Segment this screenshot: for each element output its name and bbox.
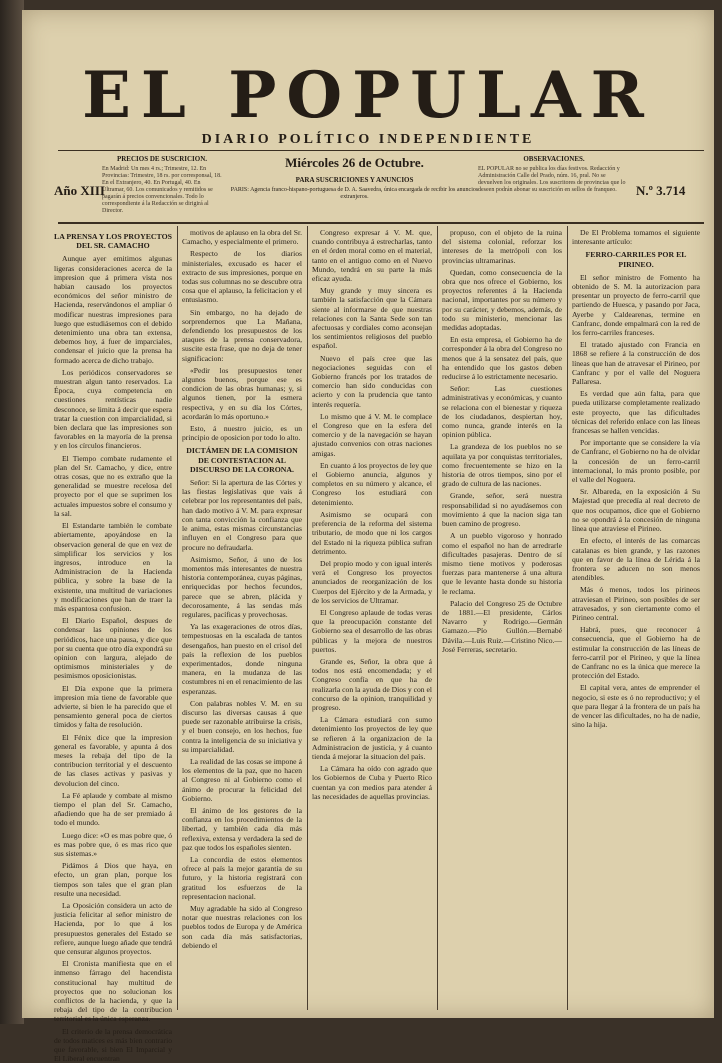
column-4	[442, 228, 562, 1010]
paragraph: La realidad de las cosas se impone á los elementos de la paz, que no hacen al Congreso ni al Gobierno como el ánimo de procurar la felicidad del Gobierno.	[182, 756, 302, 803]
date-box	[217, 155, 492, 201]
paragraph: El Diario Español, despues de condensar las opiniones de los periódicos, hace una pausa, y dice que por su cuenta que otro día expondrá su opinion con largura, alejado de optimismos ministeriales y de pesimismos oposicionistas.	[54, 616, 172, 681]
header-top-rule	[58, 150, 704, 151]
issue-number: N.º 3.714	[636, 183, 686, 198]
newspaper-title: EL POPULAR	[82, 58, 654, 133]
paragraph: El Congreso aplaude de todas veras que la preocupación constante del Gobierno sea el desarrollo de las obras públicas y la mejora de nuestros puertos.	[312, 607, 432, 654]
paragraph: La Fé aplaude y combate al mismo tiempo el plan del Sr. Camacho, añadiendo que ha de ser premiado á todo el mundo.	[54, 790, 172, 828]
paragraph: El ánimo de los gestores de la confianza en los procedimientos de la libertad, y también cada día más reflexiva, extensa y verdadera la sed de paz que todos los españoles sienten.	[182, 805, 302, 852]
paragraph: Quedan, como consecuencia de la obra que nos ofrece el Gobierno, los proyectos referentes á la Hacienda nacional, importantes por su número y por su carácter, y debemos, además, de todo su ministerio, mencionar las medidas adoptadas.	[442, 267, 562, 333]
column-3	[312, 228, 432, 1010]
article-title-railways: FERRO-CARRILES POR EL PIRINEO.	[585, 250, 687, 269]
paragraph: El criterio de la prensa democrática de todos matices es más bien contrario que favorable, si bien El Imparcial y El Liberal encuentran	[54, 1026, 172, 1063]
subscription-prices-box	[102, 156, 222, 222]
paragraph: La concordia de estos elementos ofrece al país la mejor garantía de su futuro, y la historia registrará con gratitud los esfuerzos de la representacion nacional.	[182, 855, 302, 901]
subscription-prices-text: En Madrid: Un mes 4 rs.; Trimestre, 12. En Provincias: Trimestre, 18 rs. por corresponsal, 18. En el Extranjero, 40. En Portugal, 40. En Ultramar, 60. Los comunicados y remitidos se pagarán á precios convencionales. Todo lo correspondiente á la Redacción se dirigirá al Director.	[102, 166, 222, 214]
paragraph: El Estandarte también le combate abiertamente, apoyándose en la observacion general de que en vez de simplificar los servicios y los ingresos, introduce en la Administracion de la Hacienda pública, y sobre la base de la existente, una multitud de variaciones y modificaciones que han de traer la más espantosa confusion.	[54, 521, 172, 613]
observations-box	[478, 156, 630, 222]
ads-text: PARIS: Agencia franco-hispano-portuguesa de D. A. Saavedra, única encargada de recibir los anuncios extranjeros.	[230, 187, 479, 200]
paragraph: La Cámara ha oído con agrado que los Gobiernos de Cuba y Puerto Rico cuentan ya con medios para atender á las necesidades de aquellas provincias.	[312, 764, 432, 801]
paragraph: El Día expone que la primera impresion mía tiene de favorable que advierte, si bien le ha parecido que el pensamiento general poca de ciertos tímidos y falta de resolución.	[54, 683, 172, 730]
article-title-dictamen: DICTÁMEN DE LA COMISION DE CONTESTACION AL DISCURSO DE LA CORONA.	[186, 446, 298, 474]
paragraph: «Pedir los presupuestos tener algunos buenos, porque ese es condicion de las obras humanas; y, si algunos tienen, por la esmera respectiva, y en su día los Córtes, acordarán lo más oportuno.»	[182, 365, 302, 421]
paragraph: Palacio del Congreso 25 de Octubre de 1881.—El presidente, Cárlos Navarro y Rodrigo.—Germán Gamazo.—Pío Gullón.—Bernabé Dávila.—Luis Ruiz.—Cristino Nico.—José Ferreras, secretario.	[442, 598, 562, 654]
paragraph: Grande es, Señor, la obra que á todos nos está encomendada; y el Congreso confía en que ha de realizarla con la ayuda de Dios y con el concurso de la opinion, tranquilidad y progreso.	[312, 656, 432, 712]
paragraph: Asimismo, Señor, á uno de los momentos más interesantes de nuestra historia contemporánea, cuyas páginas, enriquecidas por hechos fecundos, parece que se abren, plácida y decorosamente, á las sendas más regulares, pacíficas y provechosas.	[182, 554, 302, 619]
paragraph: Grande, señor, será nuestra responsabilidad si no ayudásemos con movimiento á que la nacion siga tan buen camino de progreso.	[442, 491, 562, 529]
paragraph: Asimismo se ocupará con preferencia de la reforma del sistema tributario, de modo que ni los cargos del Estado ni la riqueza pública sufran detrimento.	[312, 509, 432, 556]
paragraph: En esta empresa, el Gobierno ha de corresponder á la obra del Congreso no menos que á la sensatez del país, que ha entendido que los gastos deben reducirse á lo estrictamente necesario.	[442, 335, 562, 382]
observations-text: EL POPULAR no se publica los días festivos. Redacción y Administración Calle del Prado, núm. 16, pral. No se devuelven los originales. Los suscritores de provincias que lo deseen podrán abonar su suscrición en sellos de franqueo.	[478, 166, 626, 193]
paragraph: Habrá, pues, que reconocer á consecuencia, que el Gobierno ha de estimular la construcción de las líneas de ferro-carril por el Pirineo, y que la línea de Canfranc no es la única que merece la protección del Estado.	[572, 625, 700, 681]
book-spine	[0, 0, 24, 1024]
masthead	[22, 58, 714, 133]
paragraph: En cuanto á los proyectos de ley que el Gobierno anuncia, algunos y completos en su número y alcance, el Congreso los estudiará con detenimiento.	[312, 460, 432, 507]
column-2	[182, 228, 302, 1010]
paragraph: Respecto de los diarios ministeriales, excusado es hacer el extracto de sus impresiones, porque en todas sus columnas no se descubre otra cosa que el aplauso, la felicitacion y el entusiasmo.	[182, 249, 302, 305]
column-divider	[177, 226, 178, 1010]
column-divider	[567, 226, 568, 1010]
column-5	[572, 228, 700, 1010]
paragraph: Luego dice: «O es mas pobre que, ó es mas pobre que, ó es mas rico que sus sistemas.»	[54, 830, 172, 858]
paragraph: Nuevo el país cree que las negociaciones seguidas con el Gobierno francés por los tratados de comercio han sido conducidas con acierto y con la prudencia que tanto interés requería.	[312, 353, 432, 409]
paragraph: Muy agradable ha sido al Congreso notar que nuestras relaciones con los pueblos todos de Europa y de América son cada día más satisfactorias, debiendo el	[182, 904, 302, 950]
paragraph: Pidámos á Dios que haya, en efecto, un gran plan, porque los tiempos son tales que el gran plan resulte una necesidad.	[54, 861, 172, 898]
paragraph: Esto, á nuestro juicio, es un principio de oposicion por todo lo alto.	[182, 424, 302, 443]
paragraph: A un pueblo vigoroso y honrado como el español no han de arredrarle dificultades pasajeras. Dentro de sí mismo tiene motivos y poderosas fuerzas para mantenerse á una altura que le levante hasta donde su historia le reclama.	[442, 531, 562, 596]
paragraph: El capital vera, antes de emprender el negocio, si este es ó no reproductivo; y el que para llegar á la frontera de un país ha de vencer las dificultades, no ha de nadie, sino la hija.	[572, 683, 700, 730]
article-title-press: LA PRENSA Y LOS PROYECTOS DEL SR. CAMACHO	[54, 232, 172, 251]
header-bottom-rule	[58, 222, 704, 224]
paragraph: Los periódicos conservadores se muestran algun tanto reservados. La Época, cuya competencia en cuestiones rentísticas nadie desconoce, se limita á decir que espera tratar la cuestion con imparcialidad, si bien declara que las impresiones son favorables en la mayoría de la prensa y en los círculos financieros.	[54, 367, 172, 451]
column-1	[54, 228, 172, 1063]
paragraph: Ya las exageraciones de otros días, tempestuosas en la escalada de tantos desengaños, han puesto en el crisol del país la reflexion de los pueblos experimentados, donde ninguna manera, en la mudanza de las costumbres ni en el renacimiento de las esperanzas.	[182, 622, 302, 696]
paragraph: El tratado ajustado con Francia en 1868 se refiere á la construcción de dos líneas que han de atravesar el Pirineo, por Canfranc y por el valle del Noguera Pallaresa.	[572, 340, 700, 387]
paragraph: De El Problema tomamos el siguiente interesante artículo:	[572, 228, 700, 247]
paragraph: La grandeza de los pueblos no se aquilata ya por conquistas territoriales, como frecuentemente se hizo en la historia de otros tiempos, sino por el grado de cultura de las naciones.	[442, 442, 562, 489]
issue-date: Miércoles 26 de Octubre.	[285, 155, 424, 170]
paragraph: El Tiempo combate rudamente el plan del Sr. Camacho, y dice, entre otras cosas, que no es extraño que la generalidad se muestre recelosa del proyecto por el que se suprimen los actuales impuestos sobre el consumo y la sal.	[54, 453, 172, 518]
paragraph: Sin embargo, no ha dejado de sorprendernos que La Mañana, defendiendo los presupuestos de los ataques de la prensa conservadora, suscite esta frase, que no deja de tener significacion:	[182, 307, 302, 363]
paragraph: Por importante que se considere la vía de Canfranc, el Gobierno no ha de olvidar la concesión de un ferro-carril internacional, lo más pronto posible, por el valle del Noguera.	[572, 438, 700, 485]
newspaper-subtitle: DIARIO POLÍTICO INDEPENDIENTE	[201, 132, 535, 147]
ads-title: PARA SUSCRICIONES Y ANUNCIOS	[295, 176, 414, 184]
subscription-prices-title: PRECIOS DE SUSCRICION.	[116, 155, 208, 163]
observations-title: OBSERVACIONES.	[523, 155, 585, 163]
newspaper-page	[22, 10, 714, 1063]
paragraph: Aunque ayer emitimos algunas ligeras consideraciones acerca de la impresion que á primera vista nos habian causado los proyectos económicos del señor ministro de Hacienda, reservándonos el ampliar ó modificar nuestras impresiones para luego que estudiásemos con el debido detenimiento una obra tan extensa, debemos hoy, á fuer de imparciales, condensar el juicio que la prensa ha formado acerca de dicho trabajo.	[54, 254, 172, 365]
issue-year: Año XIII	[54, 183, 105, 198]
paragraph: Más ó menos, todos los pirineos atraviesan el Pirineo, son posibles de ser atravesados, y son ciertamente como el Pirineo central.	[572, 585, 700, 622]
paragraph: Es verdad que aún falta, para que pueda utilizarse completamente realizado este proyecto, que las dificultades técnicas del referido enlace con las líneas francesas se hallen vencidas.	[572, 389, 700, 436]
paragraph: Señor: Si la apertura de las Córtes y las fiestas legislativas que vais á celebrar por los representantes del país, han dado motivo á V. M. para expresar con tanta convicción la confianza que le anima, estas mismas circunstancias influyen en el Congreso para que procure no defraudarla.	[182, 478, 302, 552]
paragraph: Del propio modo y con igual interés verá el Congreso los proyectos anunciados de reorganización de los Cuerpos del Ejército y de la Armada, y de los servicios de Ultramar.	[312, 558, 432, 605]
column-divider	[437, 226, 438, 1010]
paragraph: El señor ministro de Fomento ha obtenido de S. M. la autorizacion para presentar un proyecto de ferro-carril que partiendo de Huesca, y pasando por Jaca, Ayerbe y Caldearenas, termine en Canfranc, donde empalmará con la red de los ferro-carriles franceses.	[572, 272, 700, 338]
paragraph: En efecto, el interés de las comarcas catalanas es bien grande, y las razones que en favor de la línea de Lérida á la frontera se aducen no son menos atendibles.	[572, 536, 700, 583]
paragraph: La Oposición considera un acto de justicia felicitar al señor ministro de Hacienda, por lo que á los presupuestos generales del Estado se refiere, aunque luego añade que tendrá que censurar algunos proyectos.	[54, 901, 172, 957]
paragraph: Señor: Las cuestiones administrativas y económicas, y cuanto se relaciona con el bienestar y riqueza de los ciudadanos, despiertan hoy, como nunca, grande interés en la opinion pública.	[442, 384, 562, 440]
paragraph: propuso, con el objeto de la ruina del sistema colonial, reforzar los intereses de la metrópoli con los provincias ultramarinas.	[442, 228, 562, 265]
paragraph: Lo mismo que á V. M. le complace el Congreso que en la esfera del comercio y de la navegación se hayan ajustado convenios con otras naciones amigas.	[312, 411, 432, 458]
paragraph: El Fénix dice que la impresion general es favorable, y apunta á dos meses la rebaja del tipo de la contribucion territorial y el descuento de las clases activas y pasivas y devolucion del cinco.	[54, 732, 172, 788]
paragraph: Con palabras nobles V. M. en su discurso las diversas causas á que puede ser razonable atribuirse la crisis, y el buen consejo, en los hechos, fue contra la inteligencia de su iniciativa y su imparcialidad.	[182, 698, 302, 754]
paragraph: El Cronista manifiesta que en el inmenso fárrago del hacendista constitucional hay multitud de proyectos que no solucionan los conflictos de la hacienda, y que la rebaja del tipo de la contribucion territorial es la única esperanza.	[54, 959, 172, 1024]
paragraph: Congreso expresar á V. M. que, cuando contribuya á estrecharlas, tanto en el órden moral como en el material, tanto en el antiguo como en el Nuevo Mundo, tendrá en su parte la más eficaz ayuda.	[312, 228, 432, 284]
paragraph: motivos de aplauso en la obra del Sr. Camacho, y especialmente el primero.	[182, 228, 302, 247]
paragraph: Sr. Albareda, en la exposición á Su Majestad que precedía al real decreto de que nos ocupamos, dice que el Gobierno no se opondrá á la concesión de ninguna línea que atraviese el Pirineo.	[572, 487, 700, 534]
column-divider	[307, 226, 308, 1010]
paragraph: Muy grande y muy sincera es también la satisfacción que la Cámara siente al informarse de que nuestras relaciones con la Santa Sede son tan afectuosas y cordiales como aconsejan los sentimientos religiosos del pueblo español.	[312, 286, 432, 351]
paragraph: La Cámara estudiará con sumo detenimiento los proyectos de ley que se refieren á la organizacion de la Administracion de justicia, y á cuanto tienda á mejorar la situacion del país.	[312, 715, 432, 761]
